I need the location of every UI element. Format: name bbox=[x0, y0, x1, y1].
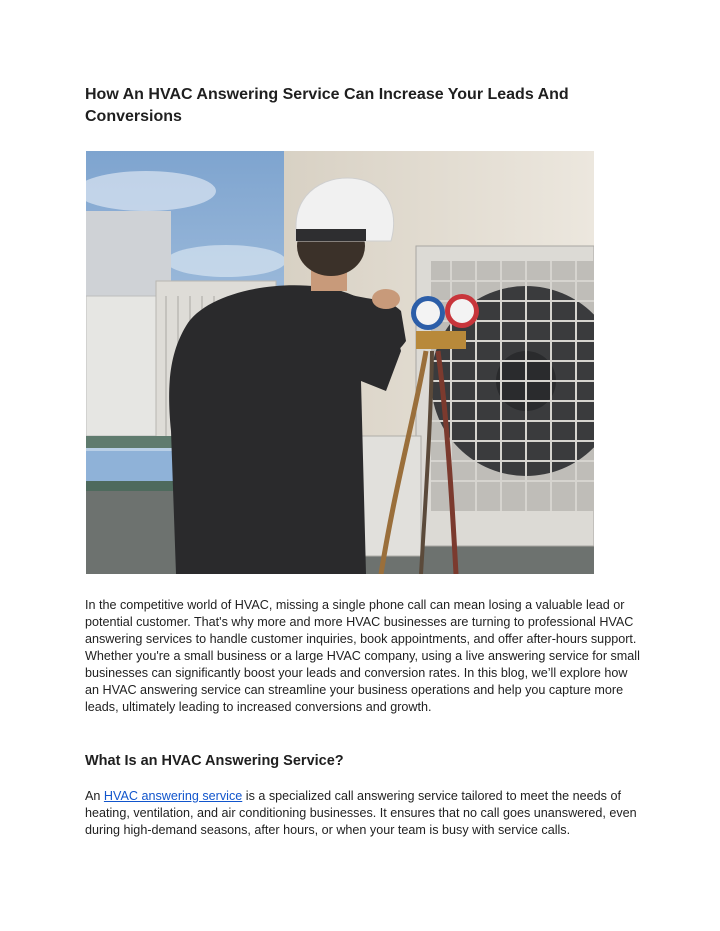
page-title: How An HVAC Answering Service Can Increase Your Leads And Conversions bbox=[85, 86, 569, 125]
intro-paragraph: In the competitive world of HVAC, missing a single phone call can mean losing a valuable lead or potential customer. That's why more and more HVAC businesses are turning to professional HVAC answering services to handle customer inquiries, book appointments, and offer after-hours support. Whether you're a small business or a large HVAC company, using a live answering service for small businesses can significantly boost your leads and conversion rates. In this blog, we’ll explore how an HVAC answering service can streamline your business operations and help you capture more leads, ultimately leading to increased conversions and growth. bbox=[85, 598, 640, 714]
section-heading: What Is an HVAC Answering Service? bbox=[85, 753, 344, 769]
hero-image bbox=[86, 151, 594, 574]
technician-photo bbox=[86, 151, 594, 574]
gauge-manifold bbox=[416, 331, 466, 349]
section-text-before-link: An bbox=[85, 789, 104, 803]
hvac-answering-service-link[interactable]: HVAC answering service bbox=[103, 789, 243, 803]
section-paragraph bbox=[85, 788, 645, 839]
section-text-after-link: is a specialized call answering service tailored to meet the needs of heating, ventilation, and air conditioning businesses. It ensures that no call goes unanswered, even during high-demand seasons, after hours, or when your team is busy with service calls. bbox=[85, 789, 637, 837]
